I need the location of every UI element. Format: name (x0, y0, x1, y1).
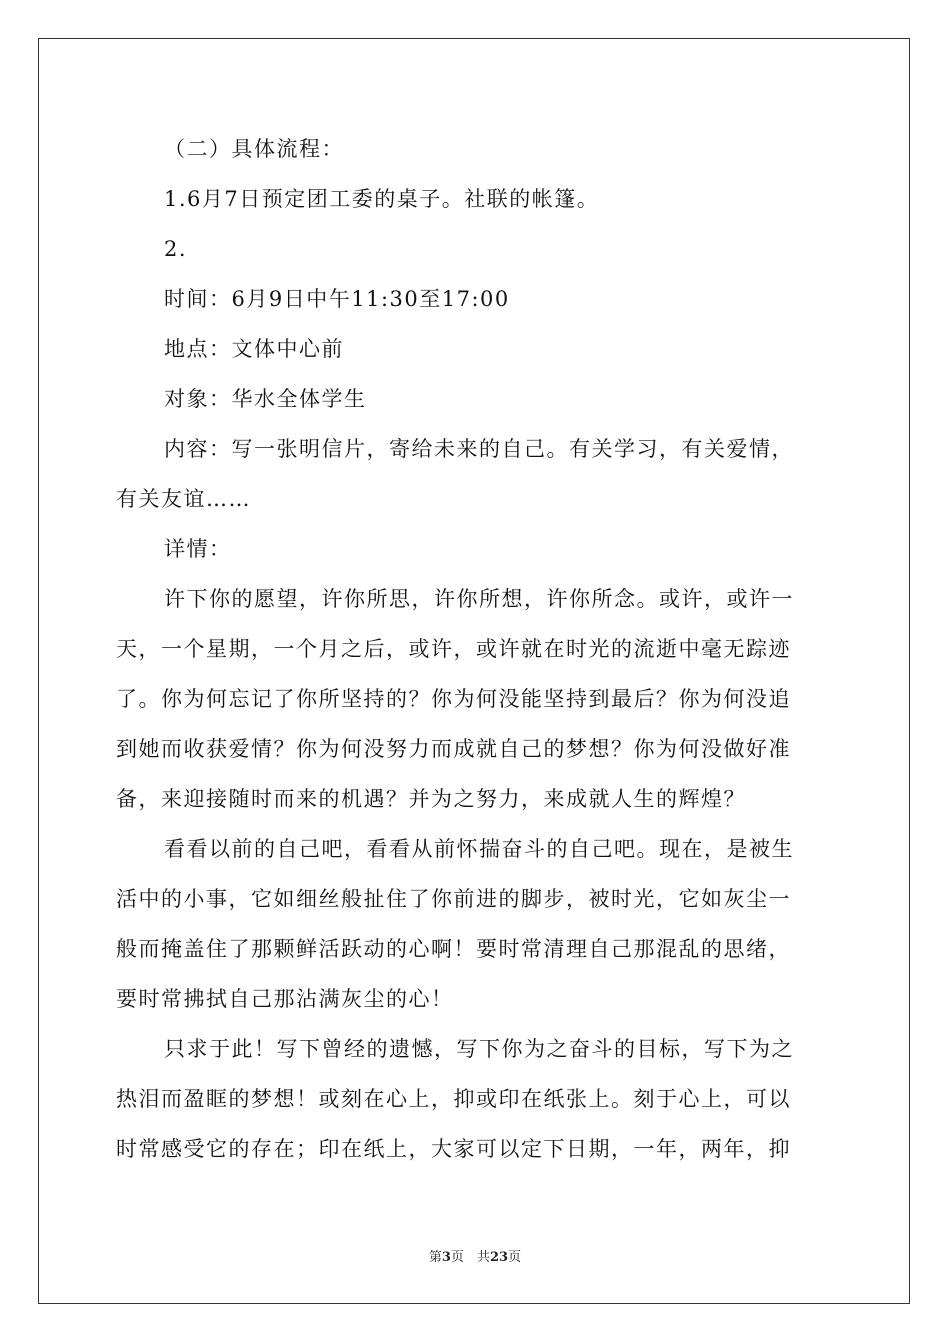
text-line: 有关友谊…… (116, 487, 251, 511)
current-page-number: 3 (441, 1250, 451, 1265)
text-line: 天，一个星期，一个月之后，或许，或许就在时光的流逝中毫无踪迹 (116, 637, 791, 661)
text-line: （二）具体流程： (164, 137, 344, 161)
text-line: 1.6月7日预定团工委的桌子。社联的帐篷。 (164, 187, 600, 211)
text-line: 要时常拂拭自己那沾满灰尘的心！ (116, 987, 454, 1011)
text-line: 对象：华水全体学生 (164, 387, 367, 411)
text-line: 2. (164, 237, 188, 261)
footer-suffix: 页 (508, 1250, 522, 1265)
footer-middle: 页 共 (450, 1250, 490, 1265)
text-line: 活中的小事，它如细丝般扯住了你前进的脚步，被时光，它如灰尘一 (116, 887, 791, 911)
text-line: 地点：文体中心前 (164, 337, 344, 361)
document-body (116, 124, 836, 1174)
text-line: 了。你为何忘记了你所坚持的？你为何没能坚持到最后？你为何没追 (116, 687, 791, 711)
text-line: 般而掩盖住了那颗鲜活跃动的心啊！要时常清理自己那混乱的思绪， (116, 937, 791, 961)
page-footer (0, 1246, 950, 1265)
text-line: 时间：6月9日中午11:30至17:00 (164, 287, 510, 311)
text-line: 备，来迎接随时而来的机遇？并为之努力，来成就人生的辉煌？ (116, 787, 746, 811)
text-line: 时常感受它的存在；印在纸上，大家可以定下日期，一年，两年，抑 (116, 1137, 791, 1161)
text-line: 详情： (164, 537, 232, 561)
footer-prefix: 第 (428, 1250, 442, 1265)
total-page-count: 23 (489, 1250, 509, 1265)
text-line: 到她而收获爱情？你为何没努力而成就自己的梦想？你为何没做好准 (116, 737, 791, 761)
text-line: 内容：写一张明信片，寄给未来的自己。有关学习，有关爱情， (164, 437, 794, 461)
text-line: 许下你的愿望，许你所思，许你所想，许你所念。或许，或许一 (164, 587, 794, 611)
text-line: 看看以前的自己吧，看看从前怀揣奋斗的自己吧。现在，是被生 (164, 837, 794, 861)
text-line: 只求于此！写下曾经的遗憾，写下你为之奋斗的目标，写下为之 (164, 1037, 794, 1061)
text-line: 热泪而盈眶的梦想！或刻在心上，抑或印在纸张上。刻于心上，可以 (116, 1087, 791, 1111)
